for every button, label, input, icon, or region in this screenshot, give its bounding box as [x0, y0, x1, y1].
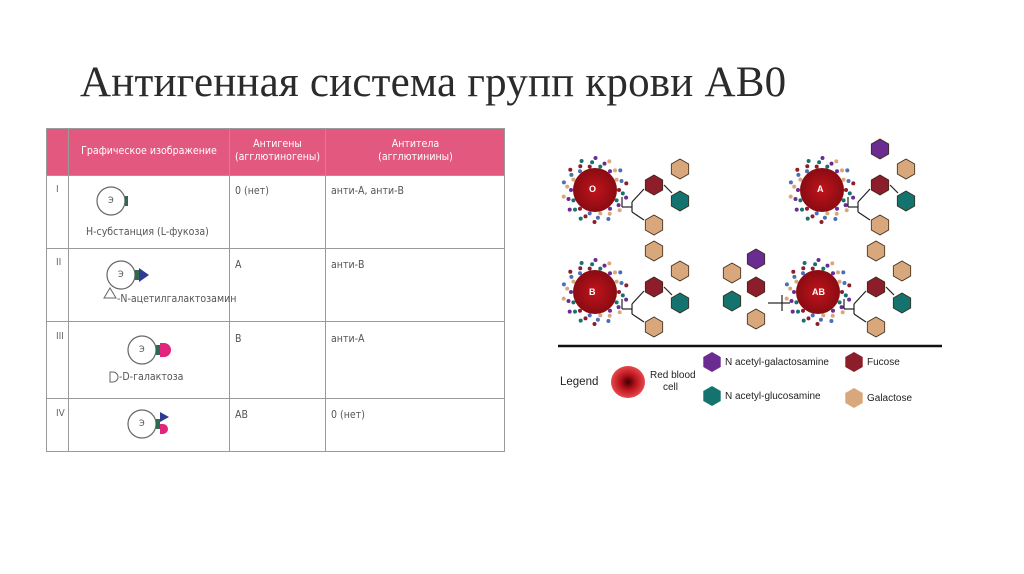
row1-symbol: Э — [108, 196, 114, 206]
legend-galactose-label: Galactose — [867, 393, 913, 404]
galactose-hex — [645, 241, 662, 261]
row1-group: I — [56, 184, 59, 195]
row3-antibodies: анти-А — [331, 333, 365, 345]
galactose-hex — [867, 317, 884, 337]
legend-fucose-label: Fucose — [867, 357, 900, 368]
header-antigens-2: (агглютиногены) — [234, 151, 321, 163]
galactose-hex — [871, 215, 888, 235]
row2-caption: -N-ацетилгалактозамин — [117, 293, 237, 305]
row2-antibodies: анти-В — [331, 259, 365, 271]
cell-label-ab: AB — [812, 287, 825, 297]
cell-label-b: B — [589, 287, 596, 297]
legend-galactose-icon — [845, 388, 862, 408]
galactose-hex — [671, 159, 688, 179]
row2-group: II — [56, 257, 62, 268]
row4-group: IV — [56, 408, 65, 419]
row1-caption: Н-субстанция (L-фукоза) — [86, 226, 209, 238]
galactose-hex — [645, 215, 662, 235]
ngal-hex — [871, 139, 888, 159]
ngal-hex — [747, 249, 764, 269]
nglc-hex — [671, 293, 688, 313]
cell-label-a: A — [817, 184, 824, 194]
galactose-hex — [867, 241, 884, 261]
galactose-hex — [897, 159, 914, 179]
legend-nglc-label: N acetyl-glucosamine — [725, 391, 821, 402]
chain-b — [622, 241, 689, 337]
legend-rbc-line2: cell — [663, 382, 679, 393]
row3-group: III — [56, 331, 64, 342]
header-antigens-1: Антигены — [253, 138, 302, 150]
galactose-hex — [747, 309, 764, 329]
chain-a — [848, 139, 915, 235]
chain-ab-left — [723, 249, 790, 329]
row2-symbol: Э — [118, 270, 124, 280]
nglc-hex — [897, 191, 914, 211]
cell-label-o: O — [589, 184, 597, 194]
row2-antigens: А — [235, 259, 242, 271]
galactose-hex — [645, 317, 662, 337]
fucose-hex — [871, 175, 888, 195]
chain-ab-right — [844, 241, 911, 337]
header-antibodies-2: (агглютинины) — [378, 151, 453, 163]
galactose-hex — [723, 263, 740, 283]
fucose-hex — [645, 277, 662, 297]
row3-caption: -D-галактоза — [119, 371, 184, 383]
legend-ngal-label: N acetyl-galactosamine — [725, 357, 829, 368]
row4-antigens: АВ — [235, 409, 248, 421]
row1-antibodies: анти-А, анти-В — [331, 185, 404, 197]
legend-nglc-icon — [703, 386, 720, 406]
nglc-hex — [723, 291, 740, 311]
abo-antigen-diagram — [550, 135, 950, 425]
galactose-hex — [893, 261, 910, 281]
legend-rbc-icon — [611, 366, 645, 398]
nglc-hex — [893, 293, 910, 313]
fucose-hex — [747, 277, 764, 297]
row3-symbol: Э — [139, 345, 145, 355]
diagram-canvas — [550, 135, 950, 425]
nglc-hex — [671, 191, 688, 211]
row4-symbol: Э — [139, 419, 145, 429]
legend-fucose-icon — [845, 352, 862, 372]
fucose-hex — [645, 175, 662, 195]
chain-o — [622, 159, 689, 235]
row3-antigens: В — [235, 333, 242, 345]
header-antibodies-1: Антитела — [391, 138, 440, 150]
header-graphic: Графическое изображение — [81, 145, 217, 157]
slide-title: Антигенная система групп крови АВ0 — [80, 59, 787, 106]
blood-group-table — [46, 128, 506, 453]
legend-rbc-line1: Red blood — [650, 370, 696, 381]
galactose-hex — [671, 261, 688, 281]
fucose-hex — [867, 277, 884, 297]
row4-cell-icon — [128, 410, 169, 438]
table-grid — [46, 128, 506, 453]
legend-ngal-icon — [703, 352, 720, 372]
row4-antibodies: 0 (нет) — [331, 409, 365, 421]
row1-antigens: 0 (нет) — [235, 185, 269, 197]
legend-title: Legend — [560, 376, 599, 388]
